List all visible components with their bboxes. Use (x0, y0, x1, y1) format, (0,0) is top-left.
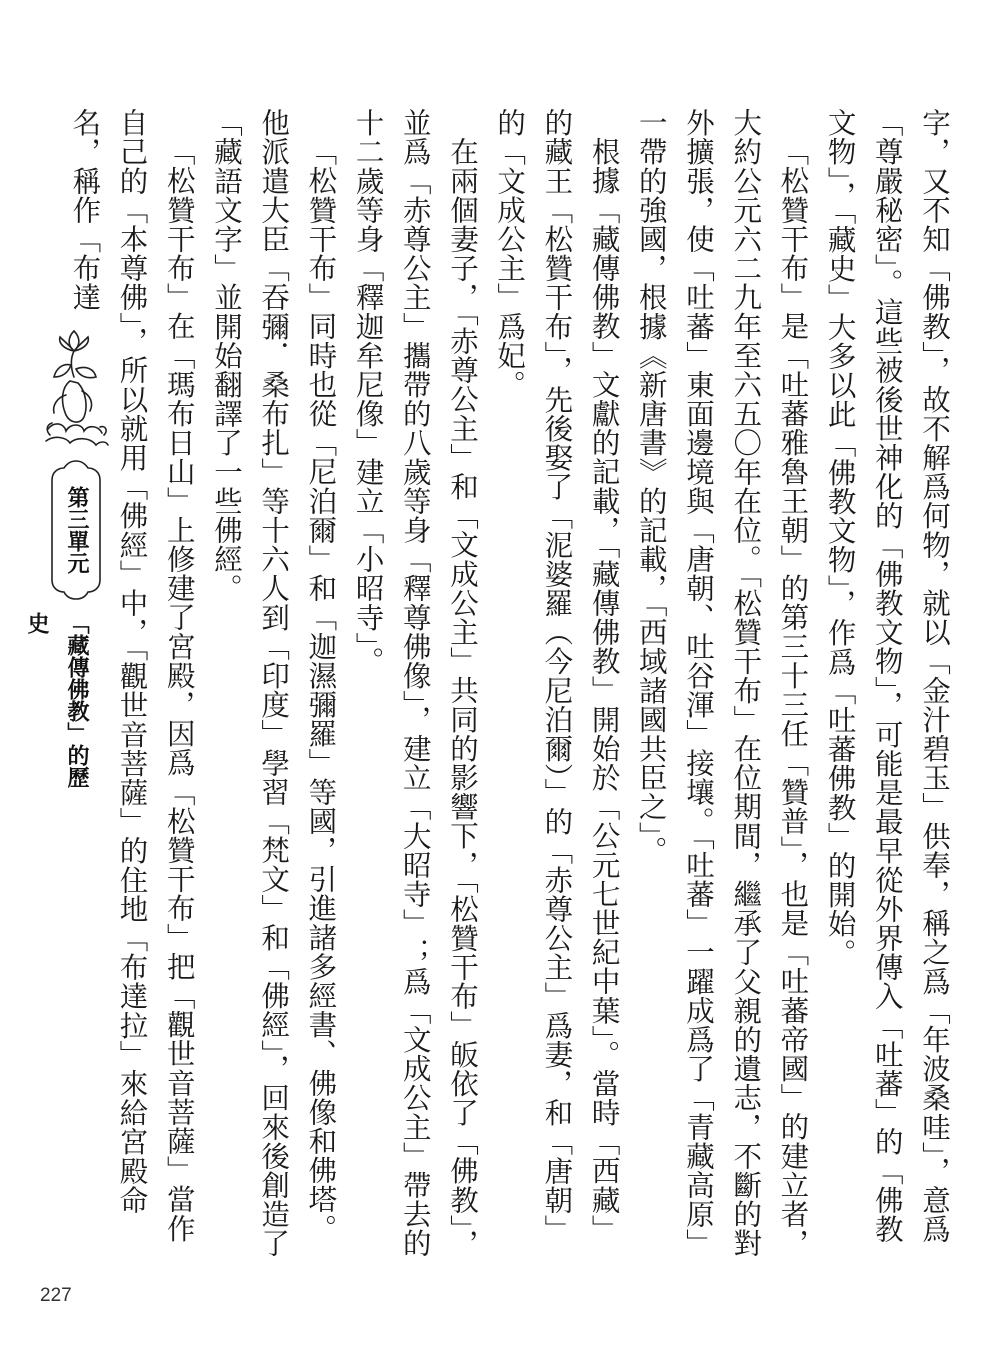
lotus-buddha-ornament-icon (40, 325, 110, 455)
paragraph-3: 根據「藏傳佛教」文獻的記載，「藏傳佛教」開始於「公元七世紀中葉」。當時「西藏」的藏王「松贊干布」，先後娶了「泥婆羅（今尼泊爾）」的「赤尊公主」爲妻，和「唐朝」的「文成公主」爲妃。 (493, 108, 621, 1244)
paragraph-2: 「松贊干布」是「吐蕃雅魯王朝」的第三十三任「贊普」，也是「吐蕃帝國」的建立者，大約公元六二九年至六五〇年在位。「松贊干布」在位期間，繼承了父親的遺志，不斷的對外擴張，使「吐蕃」東面邊境與「唐朝、吐谷渾」接壤。「吐蕃」一躍成爲了「青藏高原」一帶的強國，根據《新唐書》的記載，「西域諸國共臣之」。 (634, 108, 810, 1258)
section-title: 「藏傳佛教」的歷史 (24, 612, 89, 788)
unit-label: 第三單元 (64, 486, 89, 574)
paragraph-6: 「松贊干布」在「瑪布日山」上修建了宮殿，因爲「松贊干布」把「觀世音菩薩」當作自己的「本尊佛」，所以就用「佛經」中，「觀世音菩薩」的住地「布達拉」來給宮殿命名，稱作「布達 (68, 108, 196, 1243)
paragraph-4: 在兩個妻子，「赤尊公主」和「文成公主」共同的影響下，「松贊干布」皈依了「佛教」，並爲「赤尊公主」攜帶的八歲等身「釋尊佛像」，建立「大昭寺」；爲「文成公主」帶去的十二歲等身「釋迦牟尼像」建立「小昭寺」。 (351, 108, 479, 1258)
paragraph-1: 字，又不知「佛教」，故不解爲何物，就以「金汁碧玉」供奉，稱之爲「年波桑哇」，意爲「尊嚴秘密」。這些被後世神化的「佛教文物」，可能是最早從外界傳入「吐蕃」的「佛教文物」，「藏史」大多以此「佛教文物」，作爲「吐蕃佛教」的開始。 (823, 108, 951, 1244)
paragraph-5: 「松贊干布」同時也從「尼泊爾」和「迦濕彌羅」等國，引進諸多經書、佛像和佛塔。他派遣大臣「吞彌．桑布扎」等十六人到「印度」學習「梵文」和「佛經」，回來後創造了「藏語文字」並開始翻譯了一些佛經。 (209, 108, 338, 1258)
page-number: 227 (40, 1285, 72, 1306)
